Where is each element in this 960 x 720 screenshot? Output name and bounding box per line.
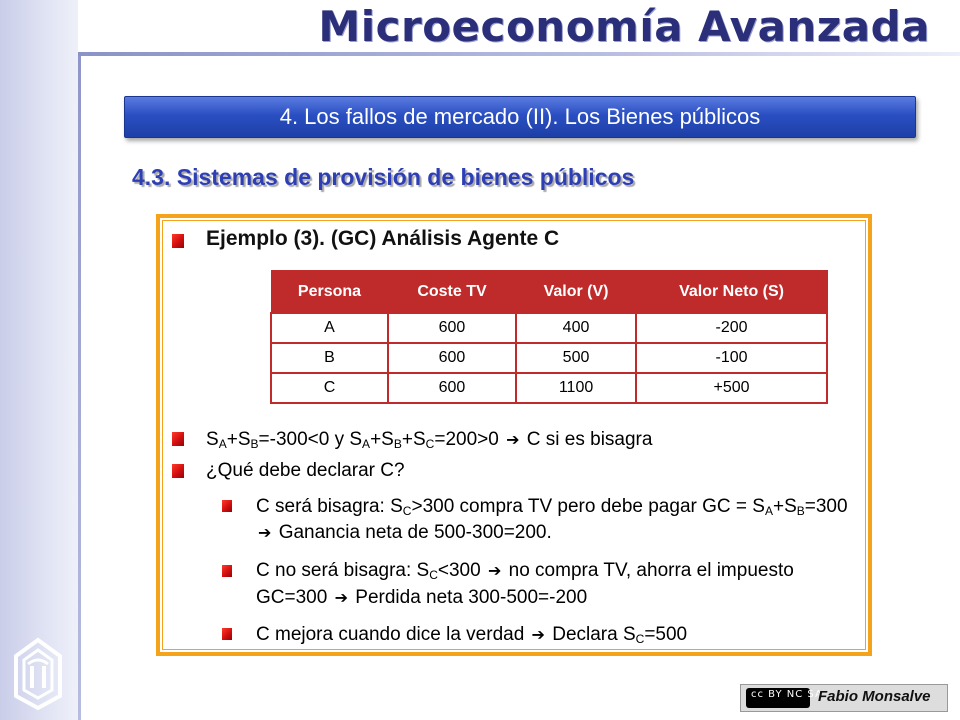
arrow-right-icon: ➔ [506, 432, 520, 449]
header-divider [78, 52, 960, 56]
bisagra-condition-text: $S_A+S_B=-300<0$ y $S_A+S_B+S_C=200>0$ ➔ C si es bisagra [206, 429, 653, 451]
course-title: Microeconomía Avanzada [318, 2, 930, 51]
bullet-icon [172, 464, 184, 478]
table-cell: A [271, 313, 388, 343]
example-title: Ejemplo (3). (GC) Análisis Agente C [206, 227, 560, 250]
chapter-banner: 4. Los fallos de mercado (II). Los Bienes públicos [124, 96, 916, 138]
left-bar-edge [78, 52, 81, 720]
bullet-icon [172, 432, 184, 446]
left-decorative-bar [0, 0, 78, 720]
table-header: Persona [271, 271, 388, 313]
section-title: 4.3. Sistemas de provisión de bienes públicos [132, 164, 635, 190]
table-cell: C [271, 373, 388, 403]
sub-bullet-icon [222, 500, 232, 512]
table-cell: -100 [636, 343, 827, 373]
no-bisagra-case-text: C no será bisagra: $S_C<300$ ➔ no compra TV, ahorra el impuesto GC=300 ➔ Perdida neta 300-500=-200 [256, 560, 794, 608]
table-cell: +500 [636, 373, 827, 403]
table-header: Valor (V) [516, 271, 636, 313]
cost-value-table [270, 270, 828, 404]
table-cell: 600 [388, 343, 516, 373]
table-header: Valor Neto (S) [636, 271, 827, 313]
sub-bullet-icon [222, 628, 232, 640]
author-name: Fabio Monsalve [818, 688, 931, 705]
truth-telling-text: C mejora cuando dice la verdad ➔ Declara $S_C=500$ [256, 624, 688, 646]
table-cell: 1100 [516, 373, 636, 403]
table-row [271, 373, 827, 403]
table-header-row [271, 271, 827, 313]
table-cell: -200 [636, 313, 827, 343]
table-cell: 500 [516, 343, 636, 373]
university-logo-icon [8, 636, 68, 712]
arrow-right-icon: ➔ [334, 590, 348, 607]
table-cell: B [271, 343, 388, 373]
sub-bullet-icon [222, 565, 232, 577]
table-cell: 400 [516, 313, 636, 343]
table-row [271, 313, 827, 343]
arrow-right-icon: ➔ [487, 563, 502, 580]
table-cell: 600 [388, 373, 516, 403]
question-text: ¿Qué debe declarar C? [206, 460, 405, 481]
table-cell: 600 [388, 313, 516, 343]
bisagra-case-text: C será bisagra: $S_C>300$ compra TV pero debe pagar GC = $S_A+S_B=300$ ➔ Ganancia neta de 500-300=200. [256, 496, 848, 543]
table-row [271, 343, 827, 373]
bullet-icon [172, 234, 184, 248]
license-label: cc BY NC SA [751, 689, 823, 700]
arrow-right-icon: ➔ [258, 525, 272, 542]
table-header: Coste TV [388, 271, 516, 313]
arrow-right-icon: ➔ [531, 627, 545, 644]
